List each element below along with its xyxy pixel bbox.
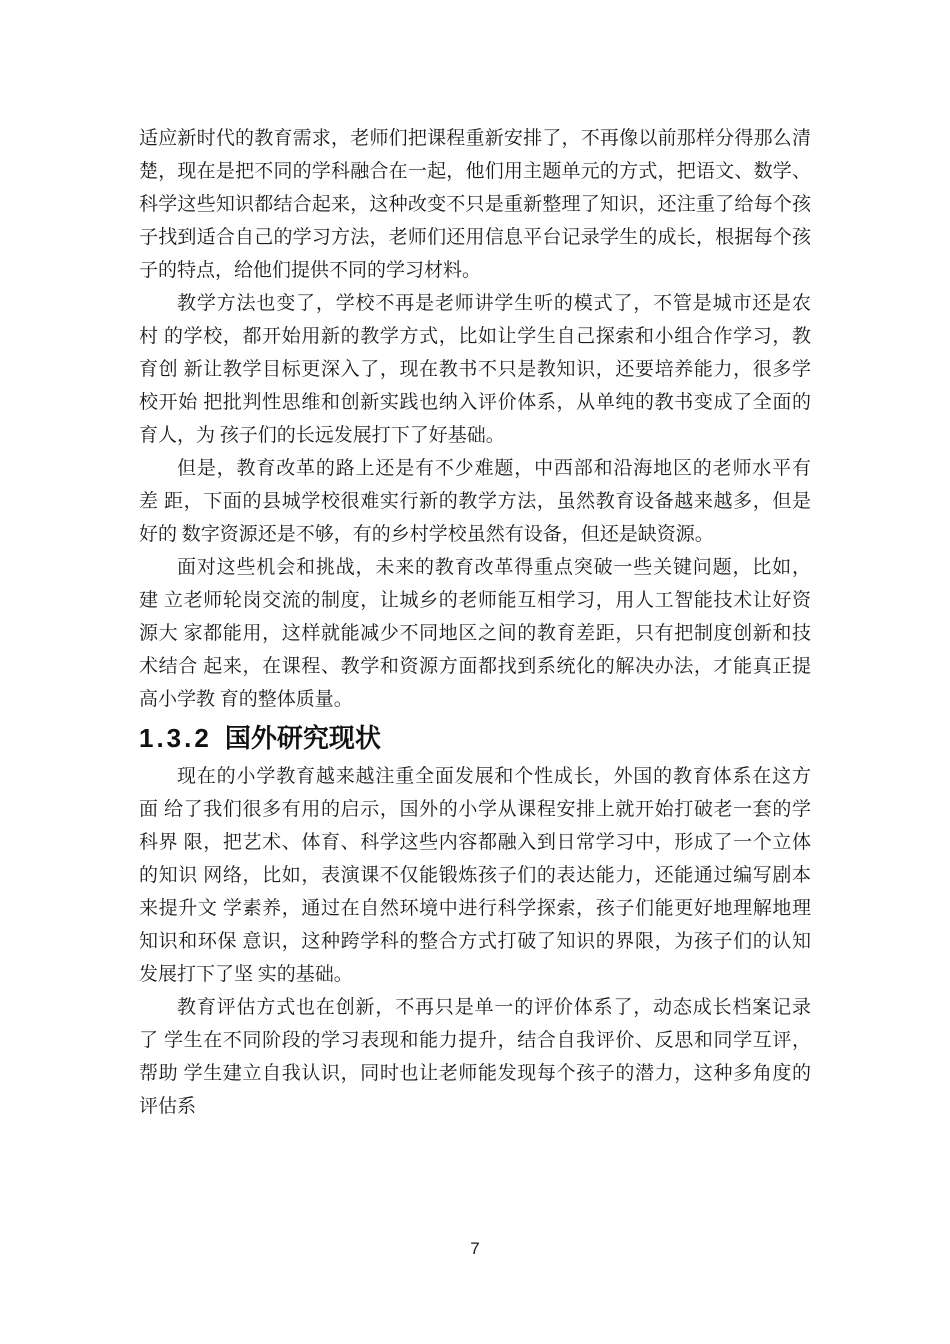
paragraph-line: 村 的学校，都开始用新的教学方式，比如让学生自己探索和小组合作学习，教 [139,326,811,347]
paragraph-line: 育人，为 孩子们的长远发展打下了好基础。 [139,425,505,446]
paragraph-line: 但是，教育改革的路上还是有不少难题，中西部和沿海地区的老师水平有 [177,458,811,479]
paragraph-line: 校开始 把批判性思维和创新实践也纳入评价体系，从单纯的教书变成了全面的 [139,392,811,413]
paragraph-line: 源大 家都能用，这样就能减少不同地区之间的教育差距，只有把制度创新和技 [139,623,811,644]
paragraph-line: 育创 新让教学目标更深入了，现在教书不只是教知识，还要培养能力，很多学 [139,359,811,380]
paragraph-line: 发展打下了坚 实的基础。 [139,964,353,985]
paragraph-line: 面对这些机会和挑战，未来的教育改革得重点突破一些关键问题，比如， [177,557,811,578]
paragraph-line: 好的 数字资源还是不够，有的乡村学校虽然有设备，但还是缺资源。 [139,524,714,545]
paragraph-line: 科界 限，把艺术、体育、科学这些内容都融入到日常学习中，形成了一个立体 [139,832,811,853]
paragraph-line: 子的特点，给他们提供不同的学习材料。 [139,260,482,281]
paragraph-line: 差 距，下面的县城学校很难实行新的教学方法，虽然教育设备越来越多，但是 [139,491,811,512]
paragraph-line: 建 立老师轮岗交流的制度，让城乡的老师能互相学习，用人工智能技术让好资 [139,590,811,611]
body-paragraph [139,452,811,551]
paragraph-line: 评估系 [139,1096,197,1117]
paragraph-line: 的知识 网络，比如，表演课不仅能锻炼孩子们的表达能力，还能通过编写剧本 [139,865,811,886]
page-number: 7 [470,1239,480,1258]
body-paragraph [139,122,811,287]
body-paragraph [139,287,811,452]
page-footer [0,1236,950,1262]
paragraph-line: 教学方法也变了，学校不再是老师讲学生听的模式了，不管是城市还是农 [177,293,811,314]
paragraph-line: 适应新时代的教育需求，老师们把课程重新安排了，不再像以前那样分得那么清 [139,128,811,149]
body-paragraph [139,991,811,1123]
page-body [139,122,811,1123]
heading-title: 国外研究现状 [224,723,381,753]
paragraph-line: 了 学生在不同阶段的学习表现和能力提升，结合自我评价、反思和同学互评， [139,1030,811,1051]
paragraph-line: 帮助 学生建立自我认识，同时也让老师能发现每个孩子的潜力，这种多角度的 [139,1063,811,1084]
paragraph-line: 高小学教 育的整体质量。 [139,689,353,710]
paragraph-line: 子找到适合自己的学习方法，老师们还用信息平台记录学生的成长，根据每个孩 [139,227,811,248]
section-heading [139,716,811,760]
body-paragraph [139,551,811,716]
paragraph-line: 楚，现在是把不同的学科融合在一起，他们用主题单元的方式，把语文、数学、 [139,161,811,182]
paragraph-line: 来提升文 学素养，通过在自然环境中进行科学探索，孩子们能更好地理解地理 [139,898,811,919]
heading-number: 1.3.2 [139,723,212,753]
paragraph-line: 科学这些知识都结合起来，这种改变不只是重新整理了知识，还注重了给每个孩 [139,194,811,215]
paragraph-line: 教育评估方式也在创新，不再只是单一的评价体系了，动态成长档案记录 [177,997,811,1018]
paragraph-line: 现在的小学教育越来越注重全面发展和个性成长，外国的教育体系在这方 [177,766,811,787]
paragraph-line: 面 给了我们很多有用的启示，国外的小学从课程安排上就开始打破老一套的学 [139,799,811,820]
paragraph-line: 术结合 起来，在课程、教学和资源方面都找到系统化的解决办法，才能真正提 [139,656,811,677]
paragraph-line: 知识和环保 意识，这种跨学科的整合方式打破了知识的界限，为孩子们的认知 [139,931,811,952]
body-paragraph [139,760,811,991]
